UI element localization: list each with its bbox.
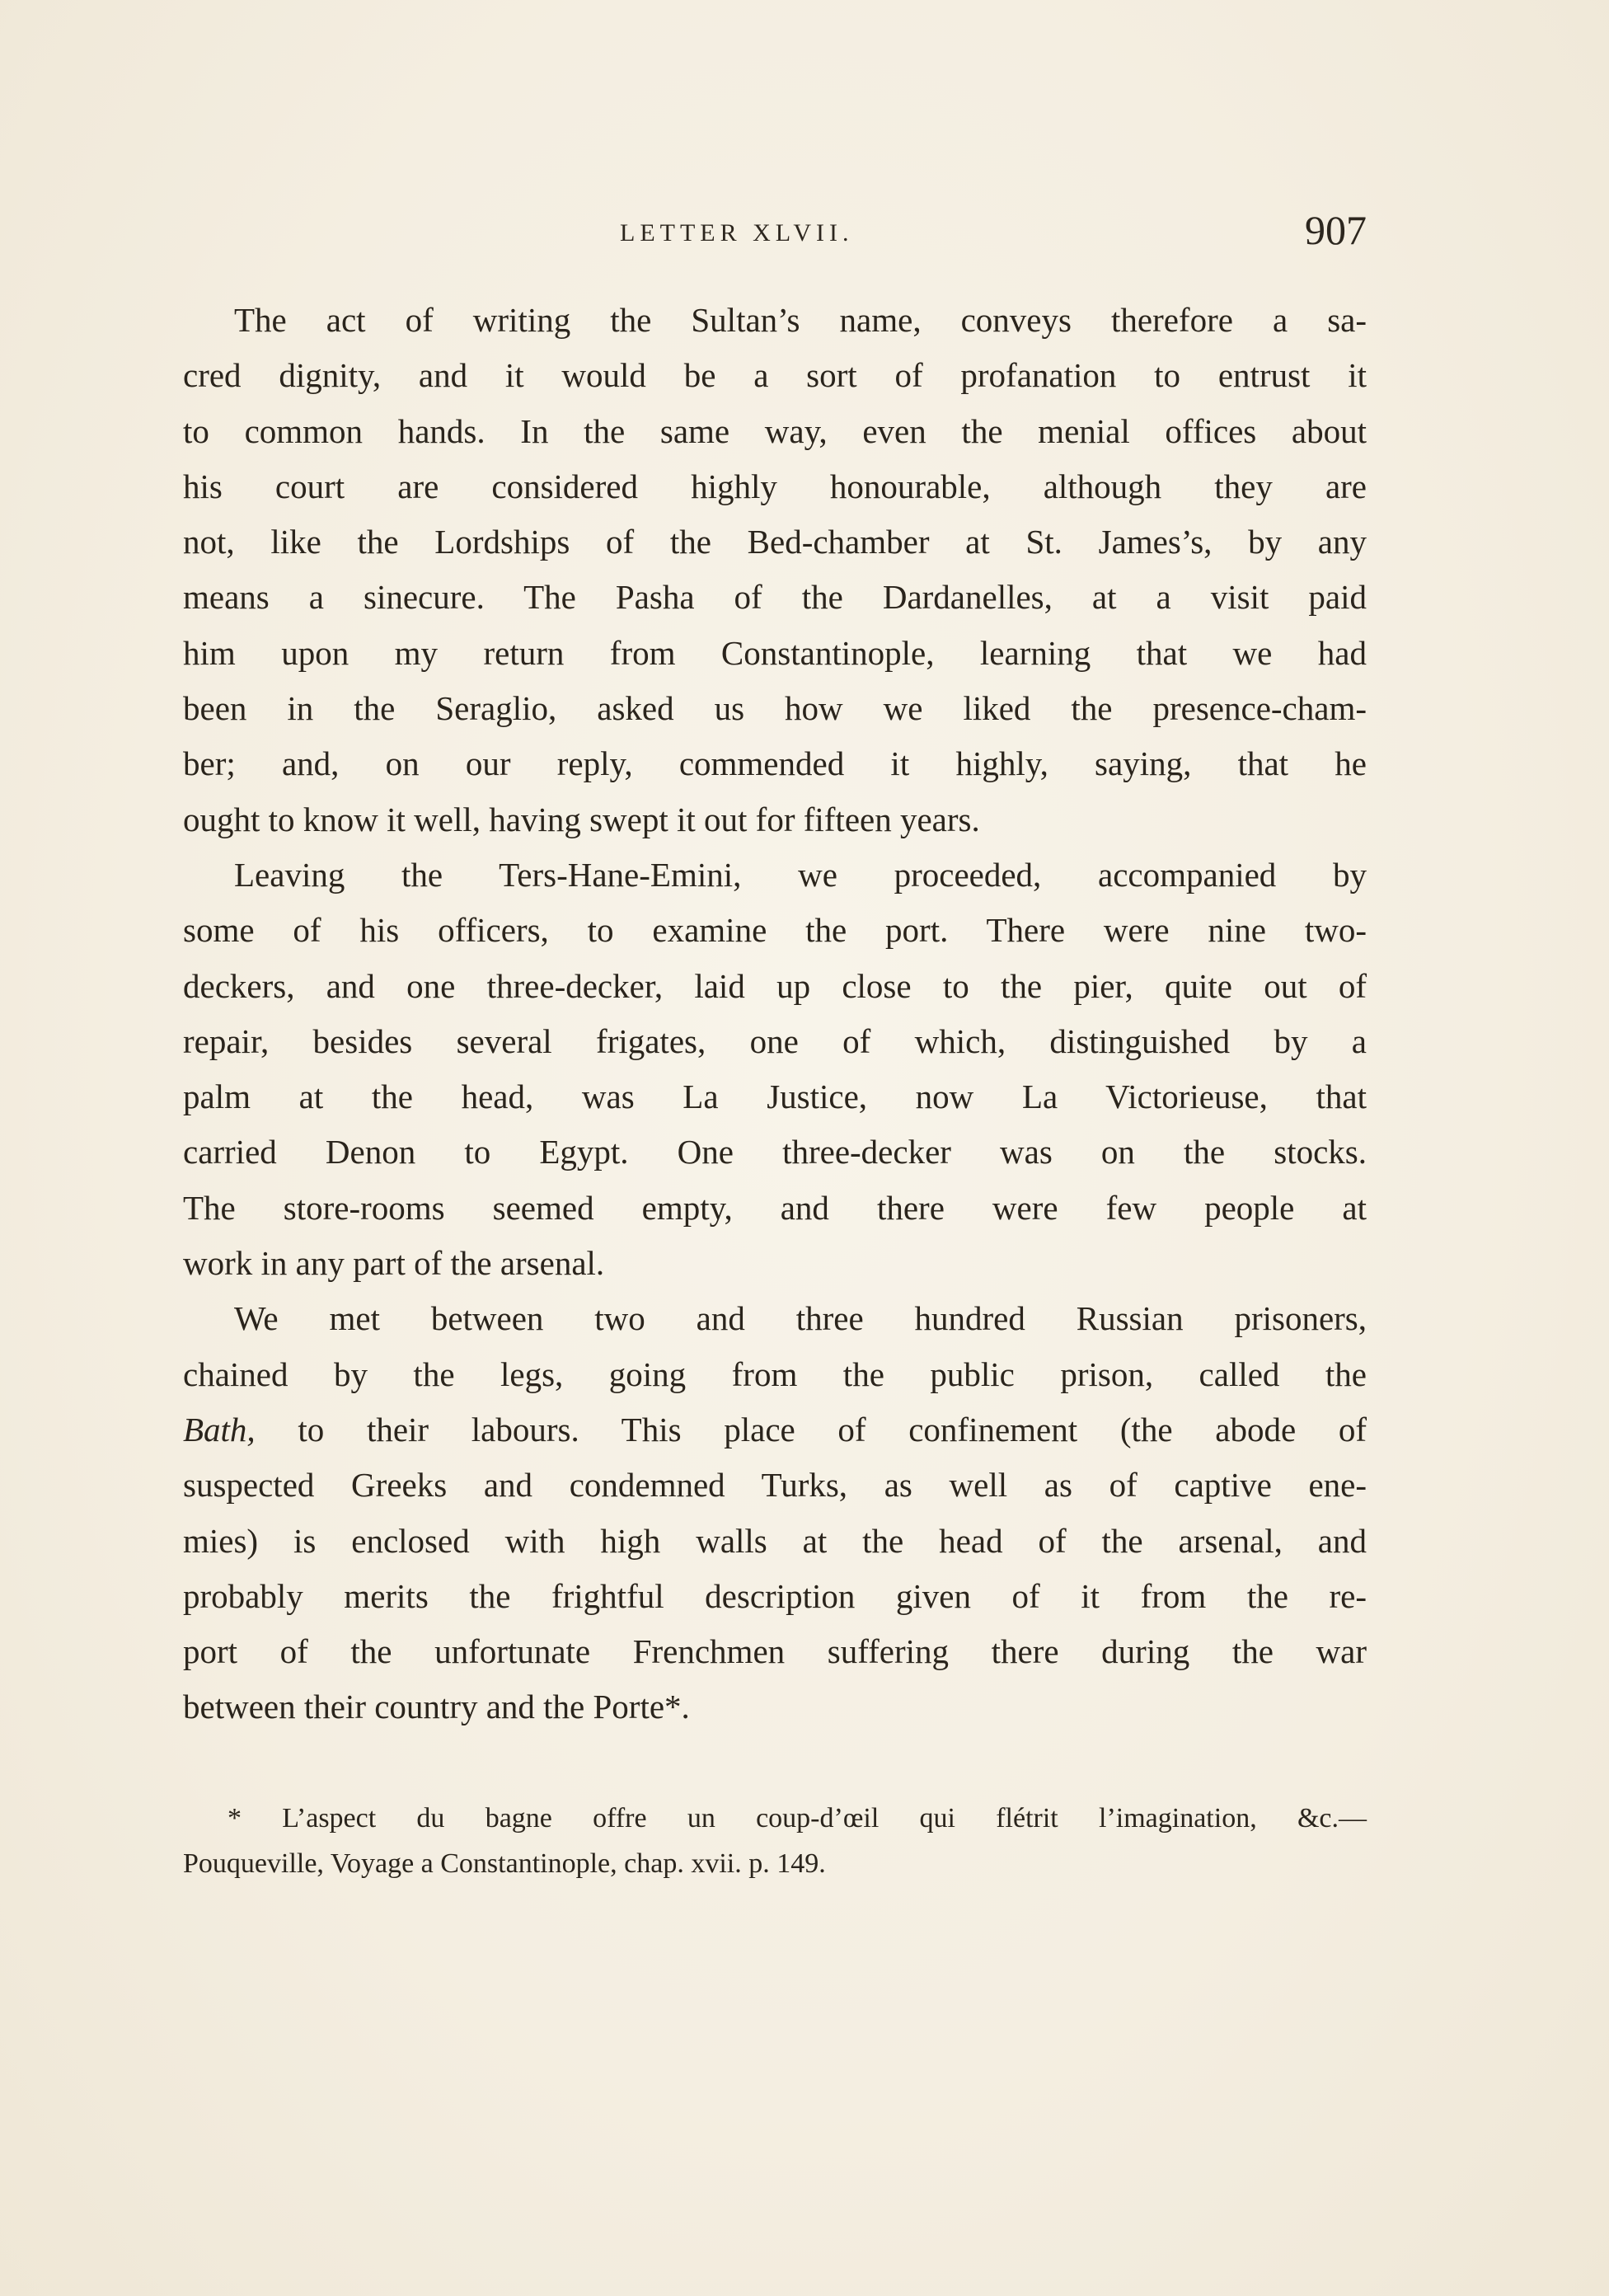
paragraph-2 [183,848,1367,1291]
text-line: ought to know it well, having swept it out for fifteen years. [183,800,980,838]
text-line: him upon my return from Constantinople, learning that we had [183,633,1367,672]
text-line: his court are considered highly honourable, although they are [183,467,1367,505]
paragraph-1 [183,293,1367,848]
text-line: cred dignity, and it would be a sort of profanation to entrust it [183,356,1367,395]
footnote-line: * L’aspect du bagne offre un coup-d’œil qui flétrit l’imagination, &c.— [228,1803,1367,1834]
text-line: some of his officers, to examine the port. There were nine two- [183,911,1367,950]
page-number: 907 [1305,207,1367,253]
text-line: not, like the Lordships of the Bed-chamber at St. James’s, by any [183,523,1367,561]
text-line: mies) is enclosed with high walls at the head of the arsenal, and [183,1521,1367,1560]
paragraph-3 [183,1291,1367,1735]
text-line: deckers, and one three-decker, laid up close to the pier, quite out of [183,966,1367,1005]
running-head: LETTER XLVII. [620,219,854,247]
text-line-rest: to their labours. This place of confinement (the abode of [255,1410,1367,1448]
text-line [183,1402,1367,1458]
page-header [183,206,1367,264]
text-line: ber; and, on our reply, commended it highly, saying, that he [183,744,1367,783]
body-text [183,293,1367,1735]
text-line: The act of writing the Sultan’s name, conveys therefore a sa- [234,301,1367,339]
text-line: suspected Greeks and condemned Turks, as well as of captive ene- [183,1466,1367,1505]
text-line: carried Denon to Egypt. One three-decker was on the stocks. [183,1133,1367,1171]
text-line: to common hands. In the same way, even the menial offices about [183,411,1367,450]
text-line: been in the Seraglio, asked us how we liked the presence-cham- [183,689,1367,728]
text-line: between their country and the Porte*. [183,1688,690,1726]
text-line: port of the unfortunate Frenchmen suffering there during the war [183,1632,1367,1671]
text-line: probably merits the frightful description given of it from the re- [183,1576,1367,1615]
text-line: We met between two and three hundred Russian prisoners, [234,1299,1367,1338]
text-line: palm at the head, was La Justice, now La Victorieuse, that [183,1078,1367,1116]
text-line: work in any part of the arsenal. [183,1244,605,1283]
text-line: The store-rooms seemed empty, and there were few people at [183,1188,1367,1227]
italic-word: Bath, [183,1410,256,1448]
footnote-line: Pouqueville, Voyage a Constantinople, chap. xvii. p. 149. [183,1848,826,1879]
text-line: repair, besides several frigates, one of which, distinguished by a [183,1021,1367,1060]
text-line: Leaving the Ters-Hane-Emini, we proceeded, accompanied by [234,855,1367,894]
text-line: chained by the legs, going from the public prison, called the [183,1355,1367,1393]
footnote [183,1796,1367,1886]
text-line: means a sinecure. The Pasha of the Dardanelles, at a visit paid [183,578,1367,617]
